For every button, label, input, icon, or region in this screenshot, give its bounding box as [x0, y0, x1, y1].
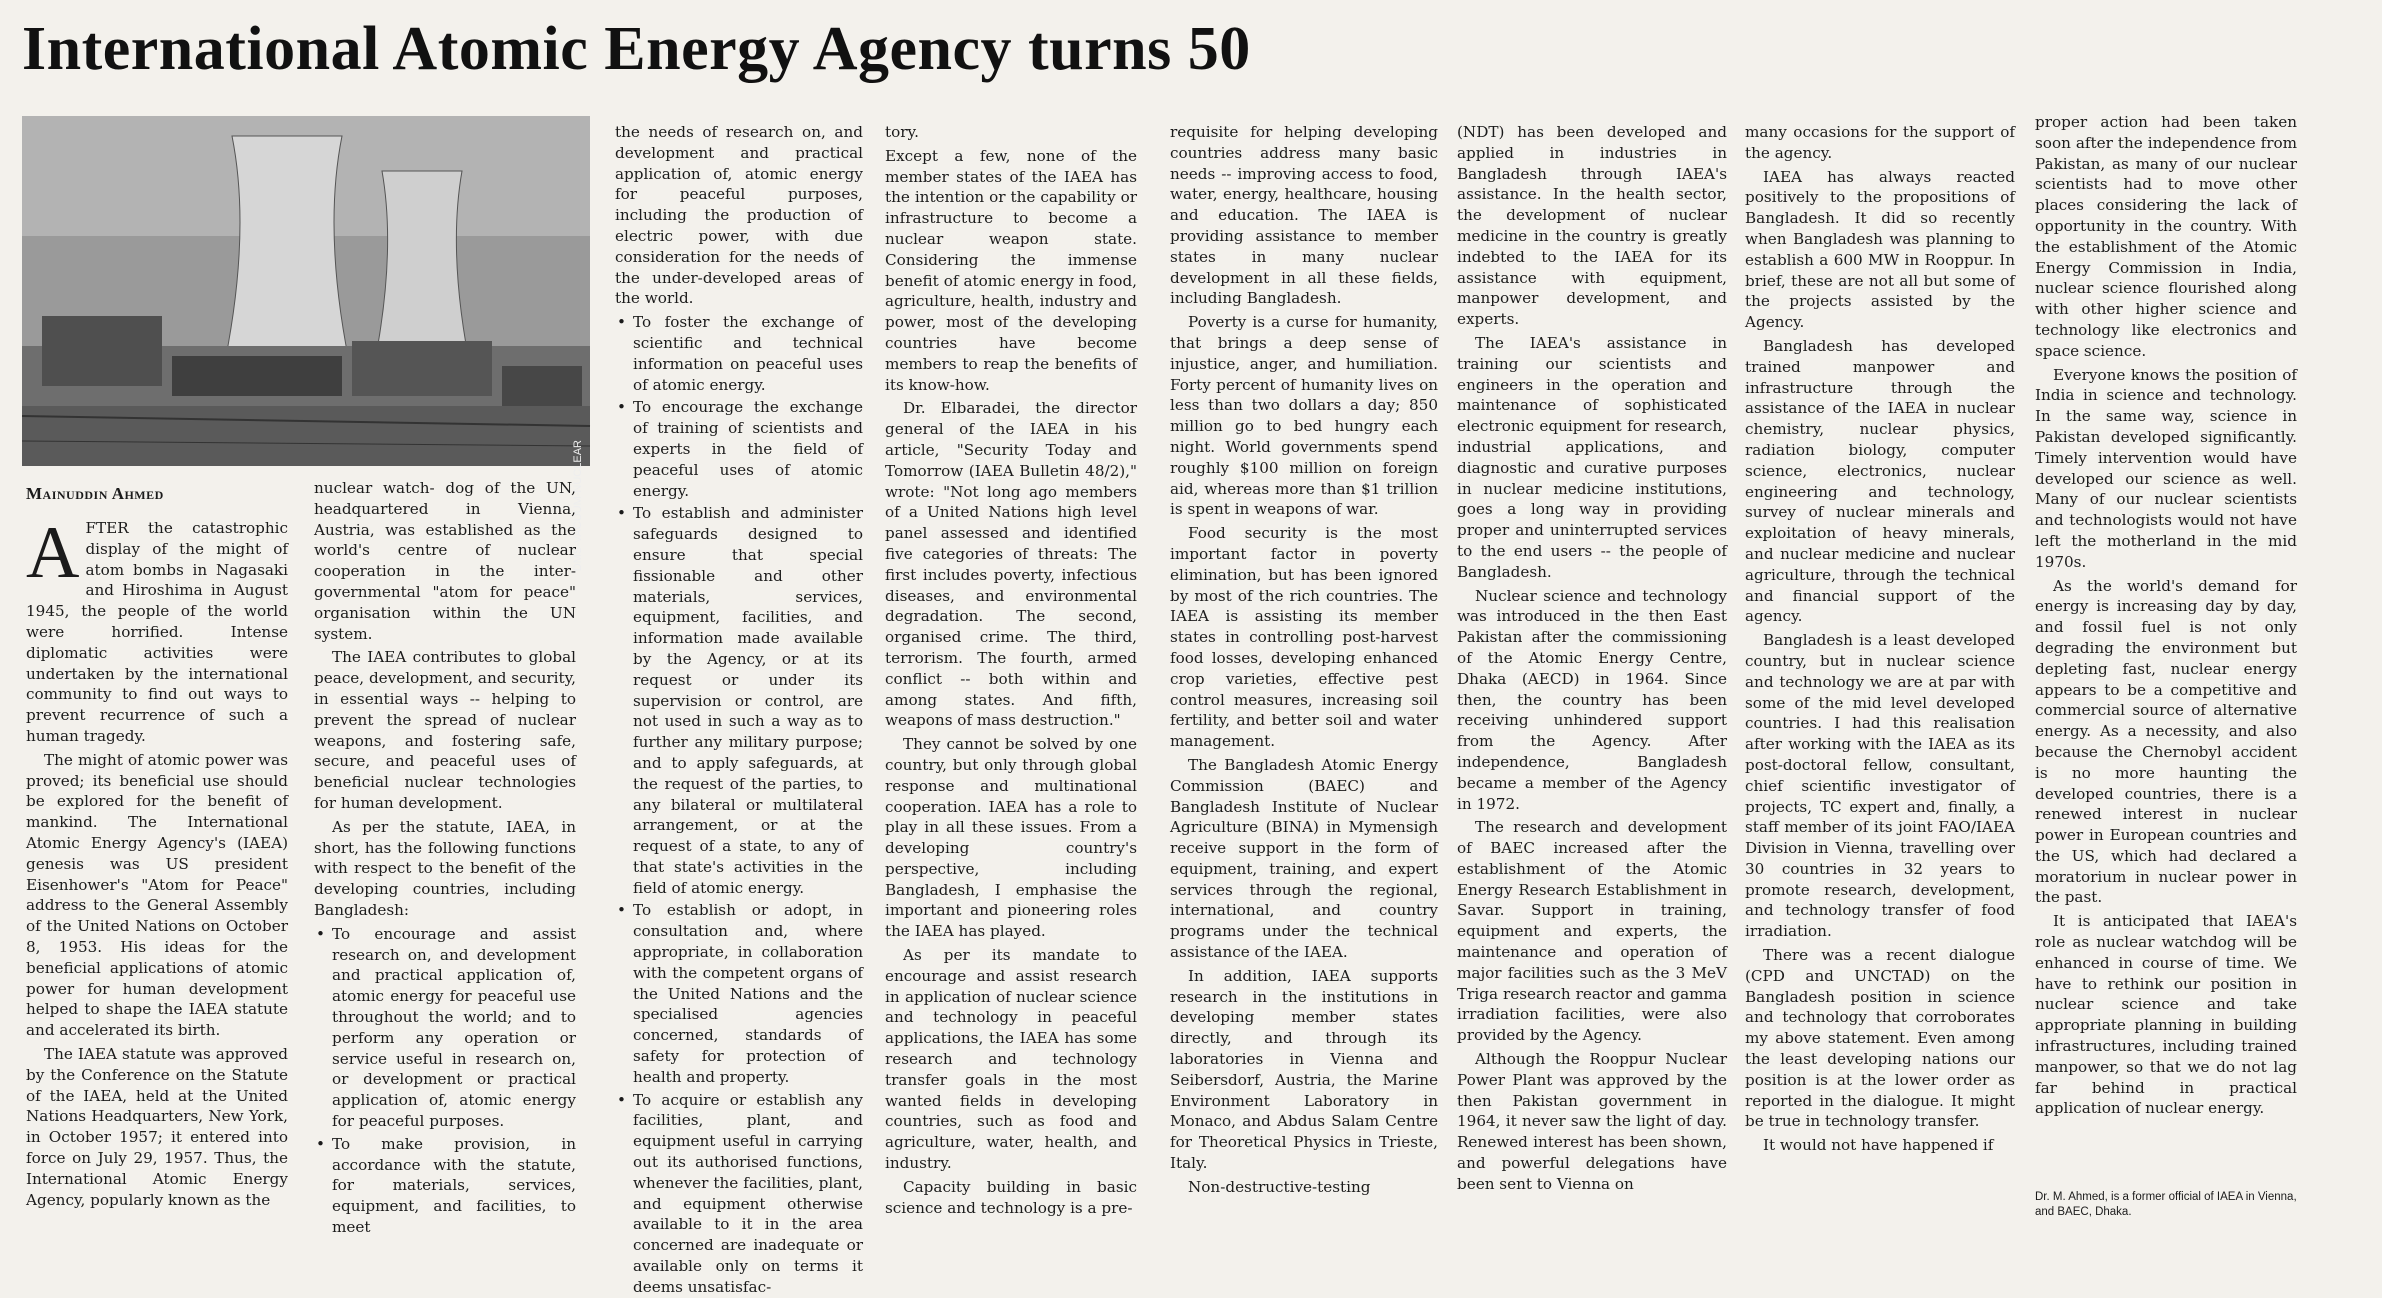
paragraph: Except a few, none of the member states of the IAEA has the intention or the capability or infrastructure to become a nuclear weapon state. Considering the immense benefit of atomic energy in food, agriculture, health, industry and power, most of the developing countries have become members to reap the benefits of its know-how. — [885, 146, 1137, 394]
paragraph: They cannot be solved by one country, but only through global response and multinational cooperation. IAEA has a role to play in all these issues. From a developing country's perspective, including Bangladesh, I emphasise the important and pioneering roles the IAEA has played. — [885, 735, 1137, 941]
column-1 — [26, 512, 288, 1230]
list-item: • To establish or adopt, in consultation and, where appropriate, in collaboration with the competent organs of the United Nations and the specialised agencies concerned, standards of safety for protection of health and property. — [633, 900, 863, 1087]
paragraph: (NDT) has been developed and applied in industries in Bangladesh through IAEA's assistance. In the health sector, the development of nuclear medicine in the country is greatly indebted to the IAEA for its assistance with equipment, manpower development, and experts. — [1457, 123, 1727, 329]
paragraph: Everyone knows the position of India in science and technology. In the same way, science in Pakistan developed significantly. Timely intervention would have developed our science as well. Many of our nuclear scientists and technologists would not have left the motherland in the mid 1970s. — [2035, 365, 2297, 571]
list-item: • To encourage and assist research on, and development and practical application of, atomic energy for peaceful use throughout the world; and to perform any operation or service useful in research on, or development or practical application of, atomic energy for peaceful purposes. — [332, 924, 576, 1132]
functions-list — [615, 312, 863, 1297]
paragraph: FTER the catastrophic display of the might of atom bombs in Nagasaki and Hiroshima in August 1945, the people of the world were horrified. Intense diplomatic activities were undertaken by the international community to find out ways to prevent recurrence of such a human tragedy. — [26, 519, 288, 745]
column-4 — [885, 122, 1137, 1227]
column-5 — [1170, 122, 1438, 1227]
paragraph: As the world's demand for energy is increasing day by day, and fossil fuel is not only degrading the environment but depleting fast, nuclear energy appears to be a competitive and commercial source of alternative energy. As a necessity, and also because the Chernobyl accident is no more haunting the developed countries, there is a renewed interest in nuclear power in European countries and the US, which had declared a moratorium in nuclear power in the past. — [2035, 576, 2297, 907]
paragraph: Dr. Elbaradei, the director general of the IAEA in his article, "Security Today and Tomorrow (IAEA Bulletin 48/2)," wrote: "Not long ago members of a United Nations high level panel assessed and identified five categories of threats: The first includes poverty, infectious diseases, and environmental degradation. The second, organised crime. The third, terrorism. The fourth, armed conflict -- both within and among states. And fifth, weapons of mass destruction." — [885, 399, 1137, 730]
paragraph: The IAEA's assistance in training our scientists and engineers in the operation and maintenance of sophisticated electronic equipment for research, industrial applications, and diagnostic and curative purposes in nuclear medicine institutions, goes a long way in providing proper and uninterrupted services to the end users -- the people of Bangladesh. — [1457, 333, 1727, 581]
paragraph: The IAEA statute was approved by the Conference on the Statute of the IAEA, held at the United Nations Headquarters, New York, in October 1957; it entered into force on July 29, 1957. Thus, the International Atomic Energy Agency, popularly known as the — [26, 1044, 288, 1209]
paragraph: Poverty is a curse for humanity, that brings a deep sense of injustice, anger, and humiliation. Forty percent of humanity lives on less than two dollars a day; 850 million go to bed hungry each night. World governments spend roughly $100 million on foreign aid, whereas more than $1 trillion is spent in weapons of war. — [1170, 313, 1438, 519]
paragraph: As per the statute, IAEA, in short, has the following functions with respect to the benefit of the developing countries, including Bangladesh: — [314, 817, 576, 919]
list-item: • To make provision, in accordance with the statute, for materials, services, equipment, and facilities, to meet — [332, 1134, 576, 1238]
author-note: Dr. M. Ahmed, is a former official of IAEA in Vienna, and BAEC, Dhaka. — [2035, 1191, 2297, 1218]
paragraph: It would not have happened if — [1763, 1136, 1994, 1155]
paragraph: Food security is the most important factor in poverty elimination, but has been ignored by most of the rich countries. The IAEA is assisting its member states in controlling post-harvest food losses, developing enhanced crop varieties, effective pest control measures, increasing soil fertility, and better soil and water management. — [1170, 524, 1438, 751]
paragraph: As per its mandate to encourage and assist research in application of nuclear science and technology in peaceful applications, the IAEA has some research and technology transfer goals in the most wanted fields in developing countries, such as food and agriculture, water, health, and industry. — [885, 946, 1137, 1173]
paragraph: proper action had been taken soon after the independence from Pakistan, as many of our nuclear scientists had to move other places considering the lack of opportunity in the country. With the establishment of the Atomic Energy Commission in India, nuclear science flourished along with other higher science and technology like electronics and space science. — [2035, 113, 2297, 360]
paragraph: Bangladesh is a least developed country, but in nuclear science and technology we are at par with some of the mid level developed countries. I had this realisation after working with the IAEA as its post-doctoral fellow, consultant, chief scientific investigator of projects, TC expert and, finally, a staff member of its joint FAO/IAEA Division in Vienna, travelling over 30 countries in 32 years to promote research, development, and technology transfer of food irradiation. — [1745, 631, 2015, 941]
paragraph: Although the Rooppur Nuclear Power Plant was approved by the then Pakistan government in 1964, it never saw the light of day. Renewed interest has been shown, and powerful delegations have been sent to Vienna on — [1457, 1050, 1727, 1193]
cooling-towers-image — [22, 116, 590, 466]
paragraph: The Bangladesh Atomic Energy Commission (BAEC) and Bangladesh Institute of Nuclear Agriculture (BINA) in Mymensigh receive support in the form of equipment, training, and expert services through the regional, international, and country programs under the technical assistance of the IAEA. — [1170, 755, 1438, 962]
functions-list — [314, 924, 576, 1238]
column-8 — [2035, 112, 2297, 1192]
paragraph: Nuclear science and technology was introduced in the then East Pakistan after the commissioning of the Atomic Energy Centre, Dhaka (AECD) in 1964. Since then, the country has been receiving unhindered support from the Agency. After independence, Bangladesh became a member of the Agency in 1972. — [1457, 586, 1727, 813]
paragraph: There was a recent dialogue (CPD and UNCTAD) on the Bangladesh position in science and technology that corroborates my above statement. Even among the least developing nations our position is at the lower order as reported in the dialogue. It might be true in technology transfer. — [1745, 946, 2015, 1131]
paragraph: Capacity building in basic science and technology is a pre- — [885, 1177, 1137, 1217]
headline: International Atomic Energy Agency turns 50 — [22, 15, 1251, 83]
paragraph: It is anticipated that IAEA's role as nuclear watchdog will be enhanced in course of time. We have to rethink our position in nuclear science and take appropriate planning in building infrastructures, including trained manpower, so that we do not lag far behind in practical application of nuclear energy. — [2035, 912, 2297, 1118]
drop-cap: A — [26, 512, 80, 594]
list-item: • To foster the exchange of scientific and technical information on peaceful uses of atomic energy. — [633, 312, 863, 395]
paragraph: The might of atomic power was proved; its beneficial use should be explored for the benefit of mankind. The International Atomic Energy Agency's (IAEA) genesis was US president Eisenhower's "Atom for Peace" address to the General Assembly of the United Nations on October 8, 1953. His ideas for the beneficial applications of atomic power for human development helped to shape the IAEA statute and accelerated its birth. — [26, 750, 288, 1040]
photo-credit: DMS-VACUUM-NUCLEAR — [572, 440, 584, 572]
paragraph: nuclear watch- dog of the UN, headquartered in Vienna, Austria, was established as the world's centre of nuclear cooperation in the inter-governmental "atom for peace" organisation within the UN system. — [314, 479, 576, 643]
paragraph: requisite for helping developing countries address many basic needs -- improving access to food, water, energy, healthcare, housing and education. The IAEA is providing assistance to member states in many nuclear development in all these fields, including Bangladesh. — [1170, 123, 1438, 308]
list-item: • To establish and administer safeguards designed to ensure that special fissionable and other materials, services, equipment, facilities, and information made available by the Agency, or at its request or under its supervision or control, are not used in such a way as to further any military purpose; and to apply safeguards, at the request of the parties, to any bilateral or multilateral arrangement, or at the request of a state, to any of that state's activities in the field of atomic energy. — [633, 503, 863, 898]
list-item: • To acquire or establish any facilities, plant, and equipment useful in carrying out its authorised functions, whenever the facilities, plant, and equipment otherwise available to it in the area concerned are inadequate or available only on terms it deems unsatisfac- — [633, 1090, 863, 1298]
paragraph: tory. — [885, 123, 919, 141]
paragraph: The IAEA contributes to global peace, development, and security, in essential ways -- helping to prevent the spread of nuclear weapons, and fostering safe, secure, and peaceful uses of beneficial nuclear technologies for human development. — [314, 648, 576, 812]
paragraph: IAEA has always reacted positively to the propositions of Bangladesh. It did so recently when Bangladesh was planning to establish a 600 MW in Rooppur. In brief, these are not all but some of the projects assisted by the Agency. — [1745, 167, 2015, 332]
paragraph: Non-destructive-testing — [1188, 1177, 1371, 1196]
column-7 — [1745, 122, 2015, 1227]
column-6 — [1457, 122, 1727, 1227]
column-3 — [615, 122, 863, 1296]
paragraph: the needs of research on, and development and practical application of, atomic energy for peaceful purposes, including the production of electric power, with due consideration for the needs of the under-developed areas of the world. — [615, 123, 863, 308]
paragraph: many occasions for the support of the agency. — [1745, 123, 2015, 162]
paragraph: Bangladesh has developed trained manpower and infrastructure through the assistance of the IAEA in nuclear chemistry, nuclear physics, radiation biology, computer science, electronics, nuclear engineering and technology, survey of nuclear minerals and exploitation of heavy minerals, and nuclear medicine and nuclear agriculture, through the technical and financial support of the agency. — [1745, 336, 2015, 626]
byline: Mainuddin Ahmed — [26, 484, 164, 503]
paragraph: The research and development of BAEC increased after the establishment of the Atomic Energy Research Establishment in Savar. Support in training, equipment and experts, the maintenance and operation of major facilities such as the 3 MeV Triga research reactor and gamma irradiation facilities, were also provided by the Agency. — [1457, 818, 1727, 1045]
column-2 — [314, 478, 576, 1236]
paragraph: In addition, IAEA supports research in the institutions in developing member states directly, and through its laboratories in Vienna and Seibersdorf, Austria, the Marine Environment Laboratory in Monaco, and Abdus Salam Centre for Theoretical Physics in Trieste, Italy. — [1170, 966, 1438, 1173]
list-item: • To encourage the exchange of training of scientists and experts in the field of peaceful uses of atomic energy. — [633, 397, 863, 501]
